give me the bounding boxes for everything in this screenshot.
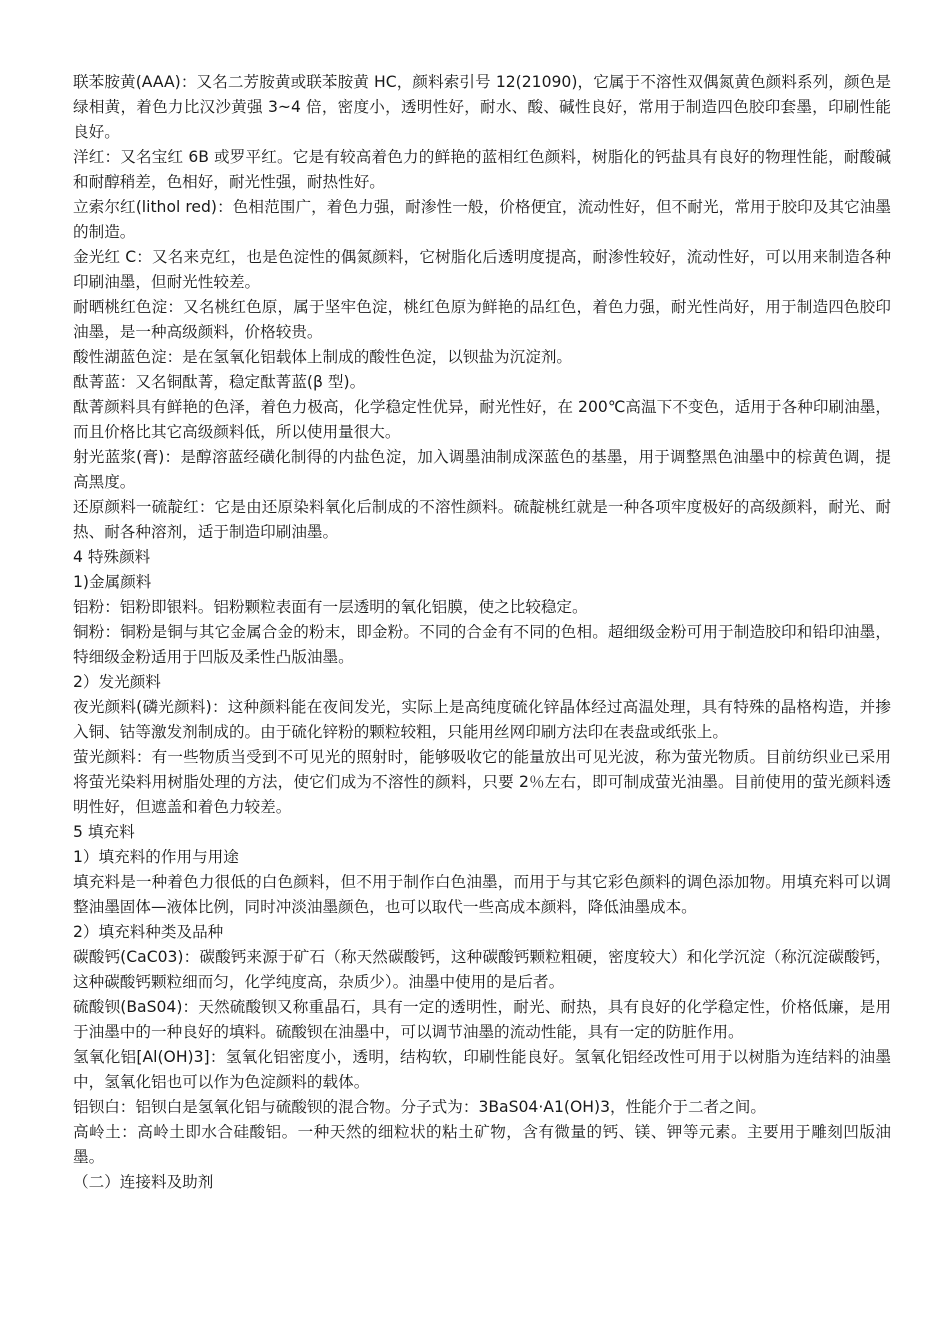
subheading-metal-pigments: 1)金属颜料 <box>73 573 152 591</box>
paragraph-fast-rose-lake: 耐晒桃红色淀：又名桃红色原，属于坚牢色淀，桃红色原为鲜艳的品红色，着色力强，耐光性尚好，用于制造四色胶印油墨，是一种高级颜料，价格较贵。 <box>73 298 891 341</box>
paragraph-filler-description: 填充料是一种着色力很低的白色颜料，但不用于制作白色油墨，而用于与其它彩色颜料的调色添加物。用填充料可以调整油墨固体—液体比例，同时冲淡油墨颜色，也可以取代一些高成本颜料，降低油墨成本。 <box>73 873 891 916</box>
paragraph-phosphorescent: 夜光颜料(磷光颜料)：这种颜料能在夜间发光，实际上是高纯度硫化锌晶体经过高温处理，具有特殊的晶格构造，并掺入铜、钴等激发剂制成的。由于硫化锌粉的颗粒较粗，只能用丝网印刷方法印在表盘或纸张上。 <box>73 698 891 741</box>
paragraph-fluorescent: 萤光颜料：有一些物质当受到不可见光的照射时，能够吸收它的能量放出可见光波，称为萤光物质。目前纺织业已采用将萤光染料用树脂处理的方法，使它们成为不溶性的颜料，只要 2％左右，即可制成萤光油墨。目前使用的萤光颜料透明性好，但遮盖和着色力较差。 <box>73 748 891 816</box>
paragraph-lake-red-c: 金光红 C：又名来克红，也是色淀性的偶氮颜料，它树脂化后透明度提高，耐渗性较好，流动性好，可以用来制造各种印刷油墨，但耐光性较差。 <box>73 248 891 291</box>
paragraph-blanc-fixe-alumina: 铝钡白：铝钡白是氢氧化铝与硫酸钡的混合物。分子式为：3BaS04·A1(OH)3，性能介于二者之间。 <box>73 1098 766 1116</box>
subheading-filler-purpose: 1）填充料的作用与用途 <box>73 848 239 866</box>
paragraph-kaolin: 高岭土：高岭土即水合硅酸铝。一种天然的细粒状的粘土矿物，含有微量的钙、镁、钾等元素。主要用于雕刻凹版油墨。 <box>73 1123 891 1166</box>
paragraph-lithol-red: 立索尔红(lithol red)：色相范围广，着色力强，耐渗性一般，价格便宜，流动性好，但不耐光，常用于胶印及其它油墨的制造。 <box>73 198 891 241</box>
paragraph-barium-sulfate: 硫酸钡(BaS04)：天然硫酸钡又称重晶石，具有一定的透明性，耐光、耐热，具有良好的化学稳定性，价格低廉，是用于油墨中的一种良好的填料。硫酸钡在油墨中，可以调节油墨的流动性能，具有一定的防脏作用。 <box>73 998 891 1041</box>
paragraph-thioindigo: 还原颜料一硫靛红：它是由还原染料氧化后制成的不溶性颜料。硫靛桃红就是一种各项牢度极好的高级颜料，耐光、耐热、耐各种溶剂，适于制造印刷油墨。 <box>73 498 891 541</box>
paragraph-copper-powder: 铜粉：铜粉是铜与其它金属合金的粉末，即金粉。不同的合金有不同的色相。超细级金粉可用于制造胶印和铅印油墨，特细级金粉适用于凹版及柔性凸版油墨。 <box>73 623 891 666</box>
paragraph-aluminium-hydroxide: 氢氧化铝[Al(OH)3]：氢氧化铝密度小，透明，结构软，印刷性能良好。氢氧化铝经改性可用于以树脂为连结料的油墨中，氢氧化铝也可以作为色淀颜料的载体。 <box>73 1048 891 1091</box>
paragraph-rubine: 洋红：又名宝红 6B 或罗平红。它是有较高着色力的鲜艳的蓝相红色颜料，树脂化的钙盐具有良好的物理性能，耐酸碱和耐醇稍差，色相好，耐光性强，耐热性好。 <box>73 148 891 191</box>
paragraph-phthalo-blue: 酞菁蓝：又名铜酞菁，稳定酞菁蓝(β 型)。 <box>73 373 366 391</box>
section-heading-special-pigments: 4 特殊颜料 <box>73 548 151 566</box>
paragraph-aluminium-powder: 铝粉：铝粉即银料。铝粉颗粒表面有一层透明的氧化铝膜，使之比较稳定。 <box>73 598 588 616</box>
subheading-filler-types: 2）填充料种类及品种 <box>73 923 224 941</box>
paragraph-acid-lake-blue: 酸性湖蓝色淀：是在氢氧化铝载体上制成的酸性色淀，以钡盐为沉淀剂。 <box>73 348 573 366</box>
document-body <box>73 70 891 1195</box>
section-heading-vehicles-additives: （二）连接料及助剂 <box>73 1173 214 1191</box>
paragraph-benzidine-yellow: 联苯胺黄(AAA)：又名二芳胺黄或联苯胺黄 HC，颜料索引号 12(21090)，它属于不溶性双偶氮黄色颜料系列，颜色是绿相黄，着色力比汉沙黄强 3~4 倍，密度小，透明性好，耐水、酸、碱性良好，常用于制造四色胶印套墨，印刷性能良好。 <box>73 73 891 141</box>
paragraph-reflex-blue: 射光蓝浆(膏)：是醇溶蓝经磺化制得的内盐色淀，加入调墨油制成深蓝色的基墨，用于调整黑色油墨中的棕黄色调，提高黑度。 <box>73 448 891 491</box>
subheading-luminous-pigments: 2）发光颜料 <box>73 673 161 691</box>
paragraph-phthalo-pigments: 酞菁颜料具有鲜艳的色泽，着色力极高，化学稳定性优异，耐光性好，在 200℃高温下不变色，适用于各种印刷油墨，而且价格比其它高级颜料低，所以使用量很大。 <box>73 398 891 441</box>
paragraph-calcium-carbonate: 碳酸钙(CaC03)：碳酸钙来源于矿石（称天然碳酸钙，这种碳酸钙颗粒粗硬，密度较大）和化学沉淀（称沉淀碳酸钙，这种碳酸钙颗粒细而匀，化学纯度高，杂质少）。油墨中使用的是后者。 <box>73 948 891 991</box>
section-heading-fillers: 5 填充料 <box>73 823 135 841</box>
